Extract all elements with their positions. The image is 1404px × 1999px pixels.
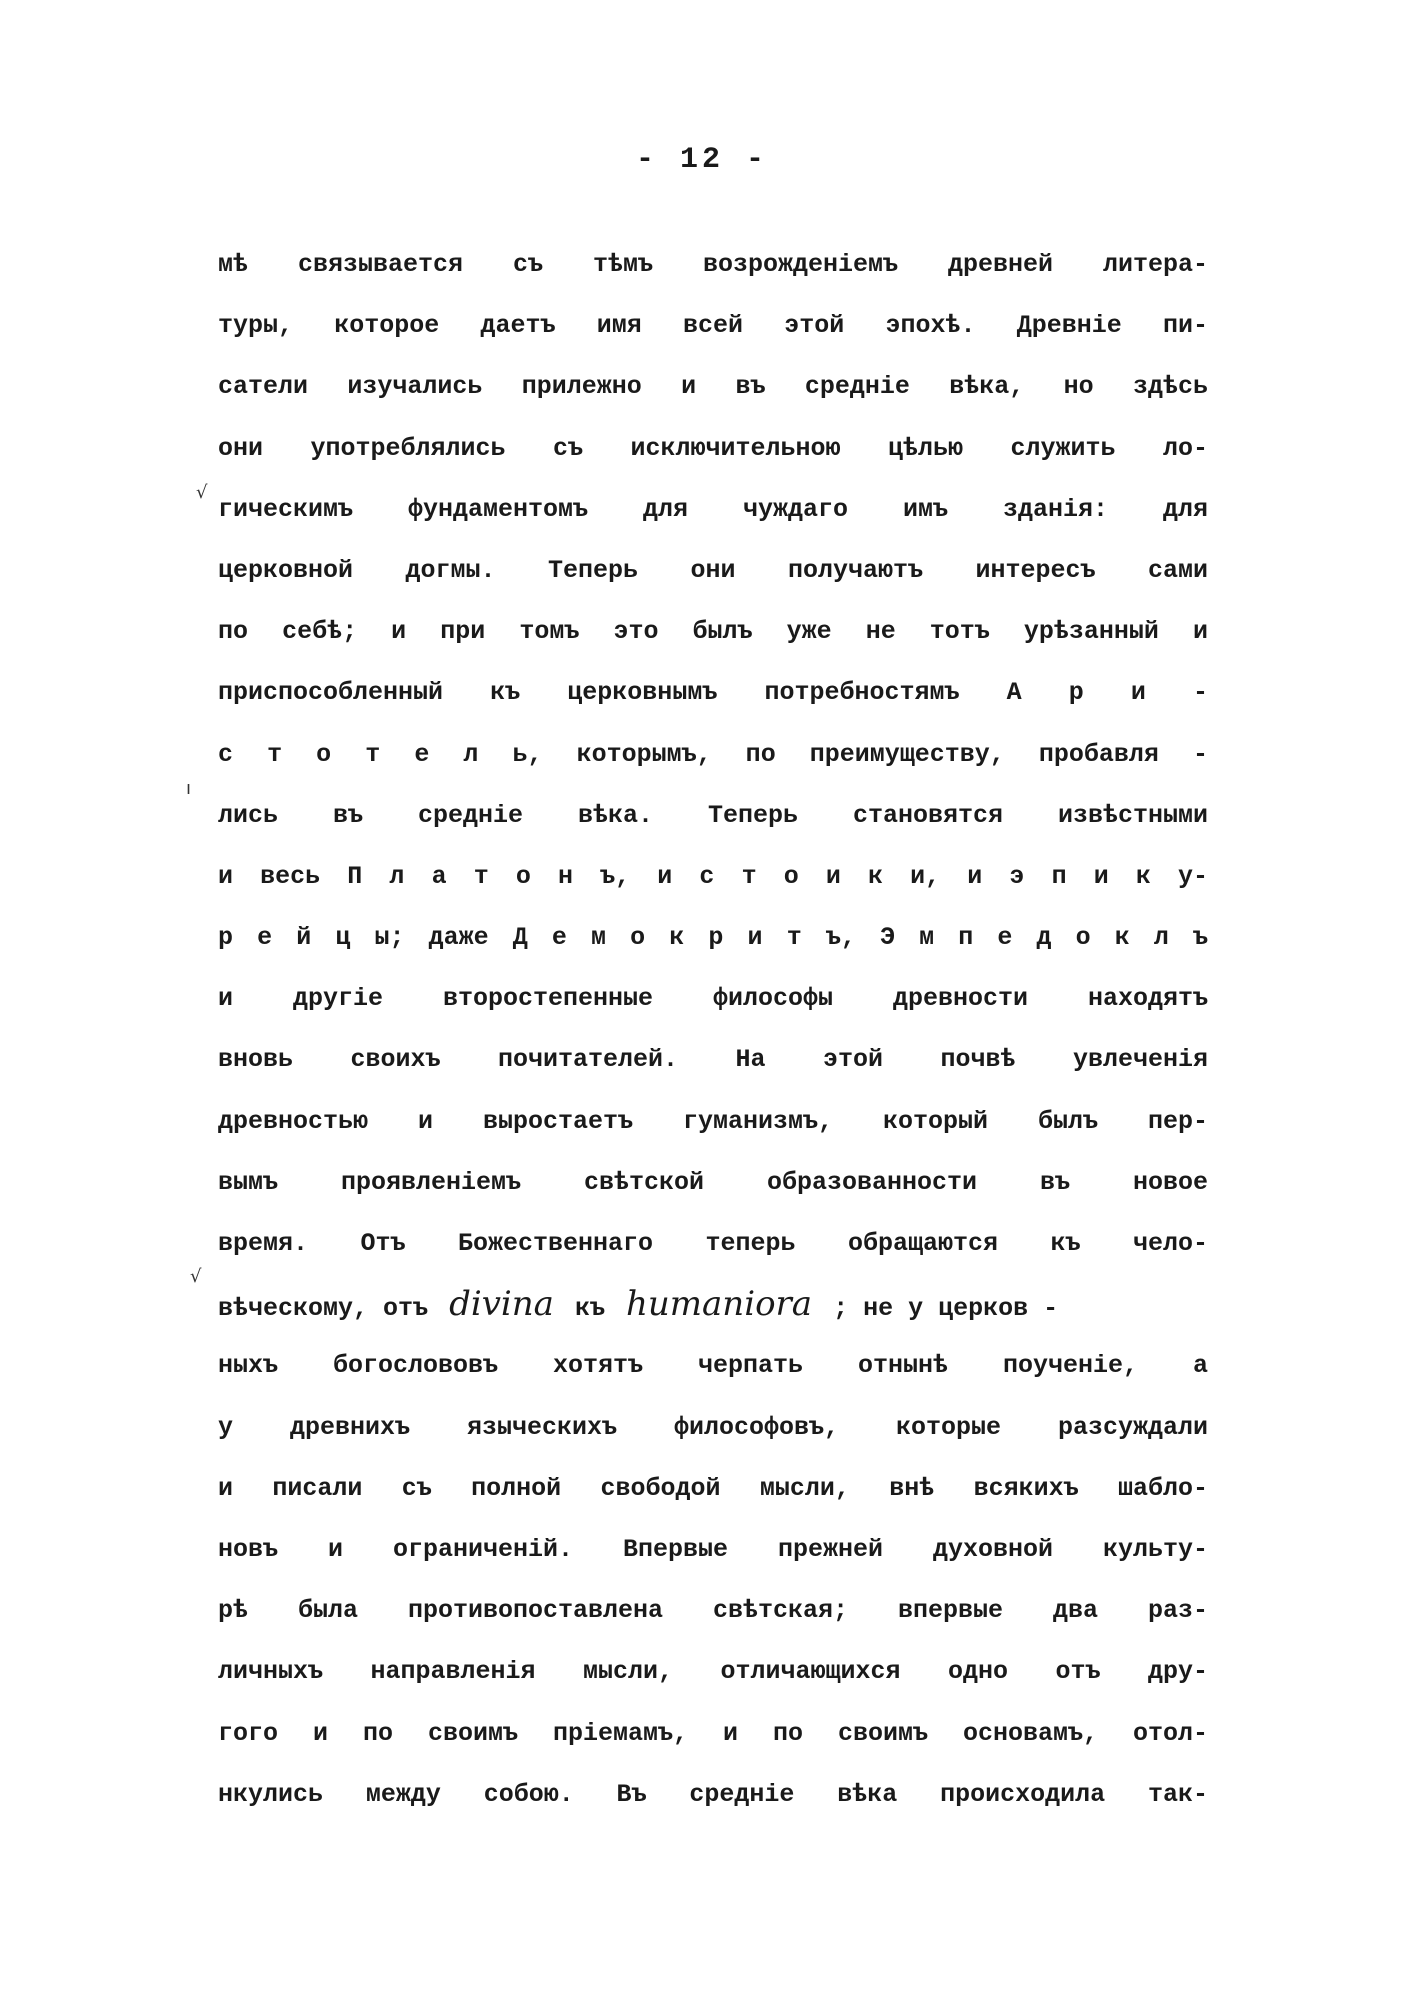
text-line: гическимъ фундаментомъ для чуждаго имъ зданія: для — [218, 494, 1208, 524]
body-text — [218, 234, 1208, 1825]
text-line: вновь своихъ почитателей. На этой почвѣ увлеченія — [218, 1045, 1208, 1075]
text-line: рѣ была противопоставлена свѣтская; впервые два раз- — [218, 1596, 1208, 1626]
margin-check-mark: √ — [190, 1266, 202, 1287]
line-segment: къ — [574, 1294, 605, 1324]
margin-tick-mark: ı — [186, 778, 192, 799]
text-line: лись въ средніе вѣка. Теперь становятся извѣстными — [218, 800, 1208, 830]
text-line: древностью и выростаетъ гуманизмъ, который былъ пер- — [218, 1106, 1208, 1136]
handwritten-latin-word: humaniora — [626, 1284, 813, 1325]
text-line: и весь П л а т о н ъ, и с т о и к и, и э п и к у- — [218, 861, 1208, 891]
text-line: они употреблялись съ исключительною цѣлью служить ло- — [218, 433, 1208, 463]
text-line-with-latin — [218, 1274, 1208, 1335]
margin-check-mark: √ — [196, 482, 208, 503]
text-line: гого и по своимъ пріемамъ, и по своимъ основамъ, отол- — [218, 1718, 1208, 1748]
text-line: время. Отъ Божественнаго теперь обращаются къ чело- — [218, 1229, 1208, 1258]
text-line: и другіе второстепенные философы древности находятъ — [218, 984, 1208, 1014]
text-line: и писали съ полной свободой мысли, внѣ всякихъ шабло- — [218, 1473, 1208, 1503]
text-line: у древнихъ языческихъ философовъ, которые разсуждали — [218, 1412, 1208, 1442]
text-line: р е й ц ы; даже Д е м о к р и т ъ, Э м п е д о к л ъ — [218, 923, 1208, 953]
page-number: - 12 - — [635, 143, 769, 177]
text-line: туры, которое даетъ имя всей этой эпохѣ. Древніе пи- — [218, 311, 1208, 341]
text-line: по себѣ; и при томъ это былъ уже не тотъ урѣзанный и — [218, 617, 1208, 647]
handwritten-latin-word: divina — [449, 1284, 554, 1325]
text-line: ныхъ богослововъ хотятъ черпать отнынѣ поученіе, а — [218, 1351, 1208, 1381]
text-line: вымъ проявленіемъ свѣтской образованности въ новое — [218, 1167, 1208, 1197]
line-segment: ; не у церков - — [833, 1294, 1059, 1324]
text-line: новъ и ограниченій. Впервые прежней духовной культу- — [218, 1534, 1208, 1564]
text-line: нкулись между собою. Въ средніе вѣка происходила так- — [218, 1779, 1208, 1809]
text-line: мѣ связывается съ тѣмъ возрожденіемъ древней литера- — [218, 250, 1208, 279]
text-line: церковной догмы. Теперь они получаютъ интересъ сами — [218, 555, 1208, 585]
line-segment: вѣческому, отъ — [218, 1294, 429, 1324]
text-line: сатели изучались прилежно и въ средніе вѣка, но здѣсь — [218, 372, 1208, 402]
text-line: приспособленный къ церковнымъ потребностямъ А р и - — [218, 678, 1208, 708]
text-line: личныхъ направленія мысли, отличающихся одно отъ дру- — [218, 1657, 1208, 1687]
text-line: с т о т е л ь, которымъ, по преимуществу, пробавля - — [218, 739, 1208, 769]
